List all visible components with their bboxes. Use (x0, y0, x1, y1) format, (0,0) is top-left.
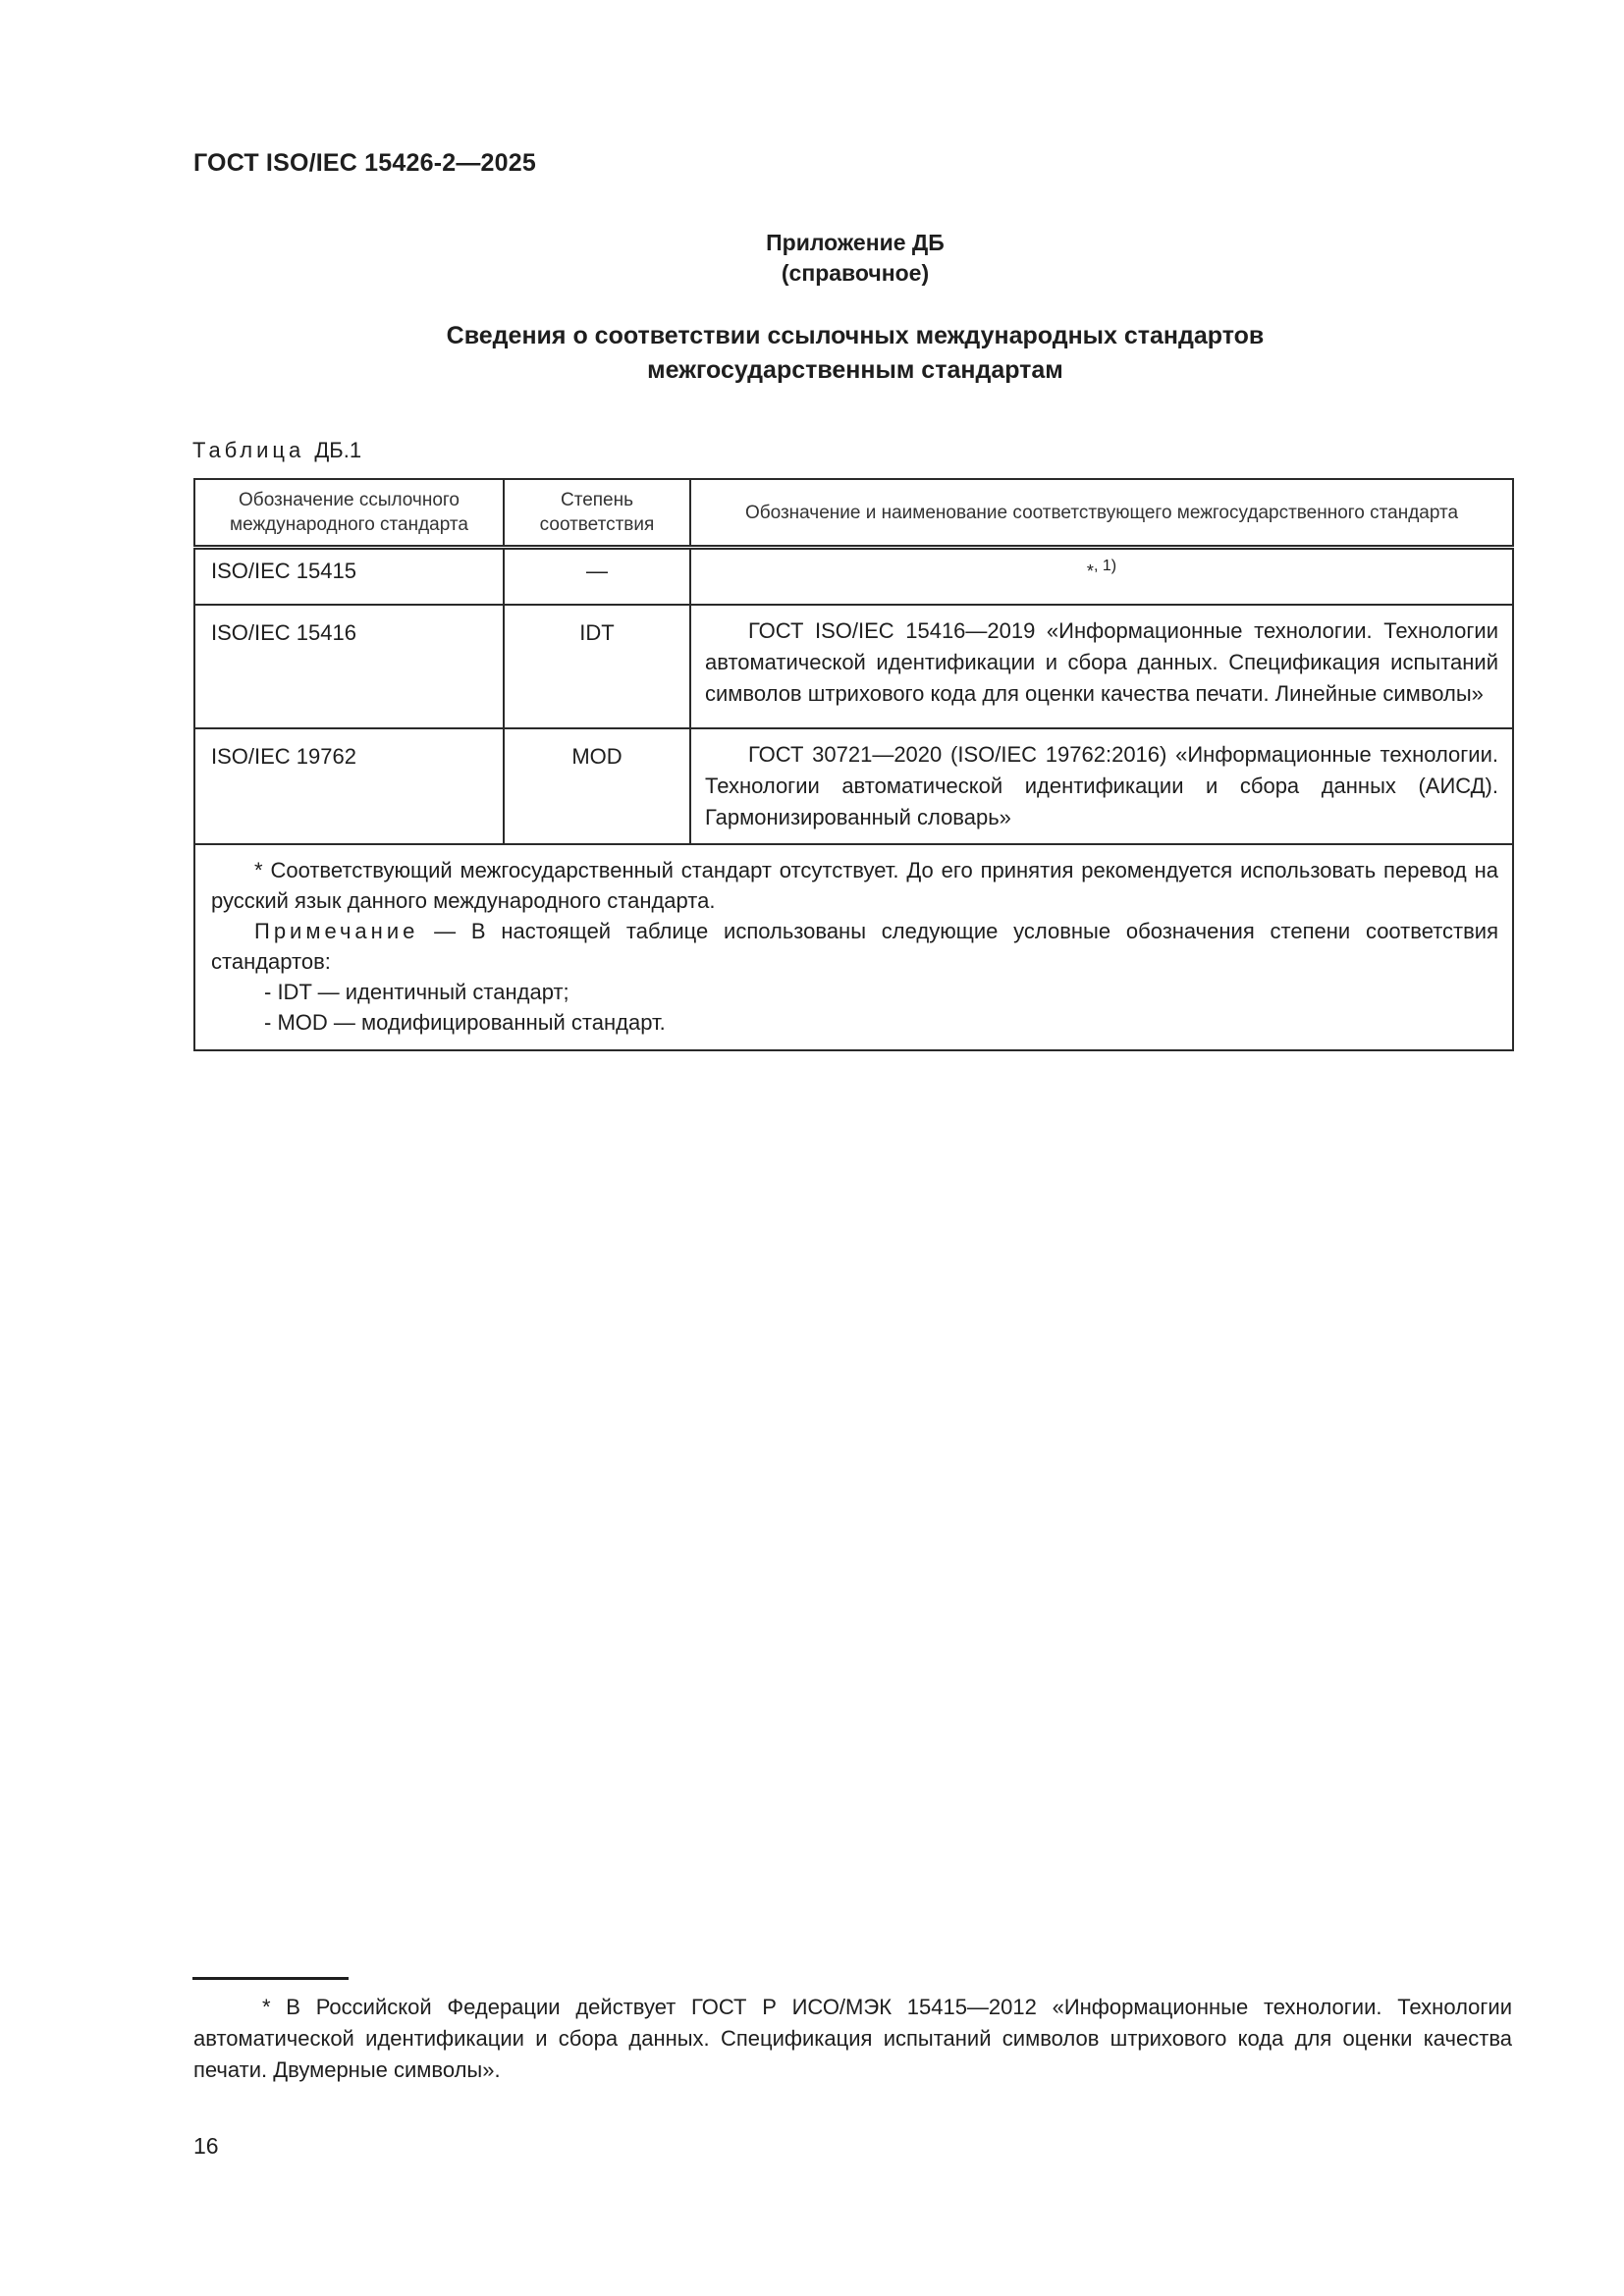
section-title-line-1: Сведения о соответствии ссылочных международных стандартов (446, 322, 1265, 349)
appendix-subtitle: (справочное) (781, 260, 930, 286)
cell-code: ISO/IEC 19762 (194, 728, 504, 844)
missing-standard-mark: * (1086, 561, 1094, 581)
page-footnote: * В Российской Федерации действует ГОСТ Р ИСО/МЭК 15415—2012 «Информационные технологии. Технологии автоматической идентификации и сбора данных. Спецификация испытаний символов штрихового кода для оценки качества печати. Двумерные символы». (193, 1995, 1512, 2082)
standards-table (193, 478, 1514, 1051)
table-row (194, 728, 1513, 844)
header-reference-standard: Обозначение ссылочного международного стандарта (194, 479, 504, 548)
header-interstate-standard: Обозначение и наименование соответствующего межгосударственного стандарта (690, 479, 1513, 548)
cell-degree: — (504, 548, 690, 605)
section-title (0, 319, 1624, 388)
table-caption (192, 438, 361, 463)
section-title-line-2: межгосударственным стандартам (647, 356, 1063, 384)
cell-code: ISO/IEC 15415 (194, 548, 504, 605)
table-row (194, 605, 1513, 728)
table-caption-number: ДБ.1 (314, 438, 362, 462)
list-item: - IDT — идентичный стандарт; (264, 979, 569, 1004)
table-footnote-star: * Соответствующий межгосударственный стандарт отсутствует. До его принятия рекомендуется использовать перевод на русский язык данного международного стандарта. (211, 857, 1498, 913)
cell-interstate-standard (690, 548, 1513, 605)
appendix-heading (0, 228, 1624, 289)
table-caption-word: Таблица (192, 438, 305, 462)
footnote-ref: , 1) (1093, 558, 1117, 574)
document-header: ГОСТ ISO/IEC 15426-2—2025 (193, 149, 536, 177)
cell-code: ISO/IEC 15416 (194, 605, 504, 728)
note-label: Примечание (254, 918, 419, 943)
cell-interstate-standard: ГОСТ ISO/IEC 15416—2019 «Информационные технологии. Технологии автоматической идентификации и сбора данных. Спецификация испытаний символов штрихового кода для оценки качества печати. Линейные символы» (690, 605, 1513, 728)
page-number: 16 (193, 2133, 219, 2159)
cell-degree: IDT (504, 605, 690, 728)
table-footnote (194, 844, 1513, 1050)
cell-interstate-standard: ГОСТ 30721—2020 (ISO/IEC 19762:2016) «Информационные технологии. Технологии автоматической идентификации и сбора данных (АИСД). Гармонизированный словарь» (690, 728, 1513, 844)
table-header-row (194, 479, 1513, 548)
cell-degree: MOD (504, 728, 690, 844)
table-footnote-row (194, 844, 1513, 1050)
footnote-divider (192, 1977, 349, 1980)
table-row (194, 548, 1513, 605)
header-degree: Степень соответствия (504, 479, 690, 548)
table-note (211, 916, 1498, 977)
note-text: — В настоящей таблице использованы следующие условные обозначения степени соответствия стандартов: (211, 918, 1498, 974)
appendix-title: Приложение ДБ (766, 230, 945, 255)
list-item: - MOD — модифицированный стандарт. (264, 1009, 666, 1035)
